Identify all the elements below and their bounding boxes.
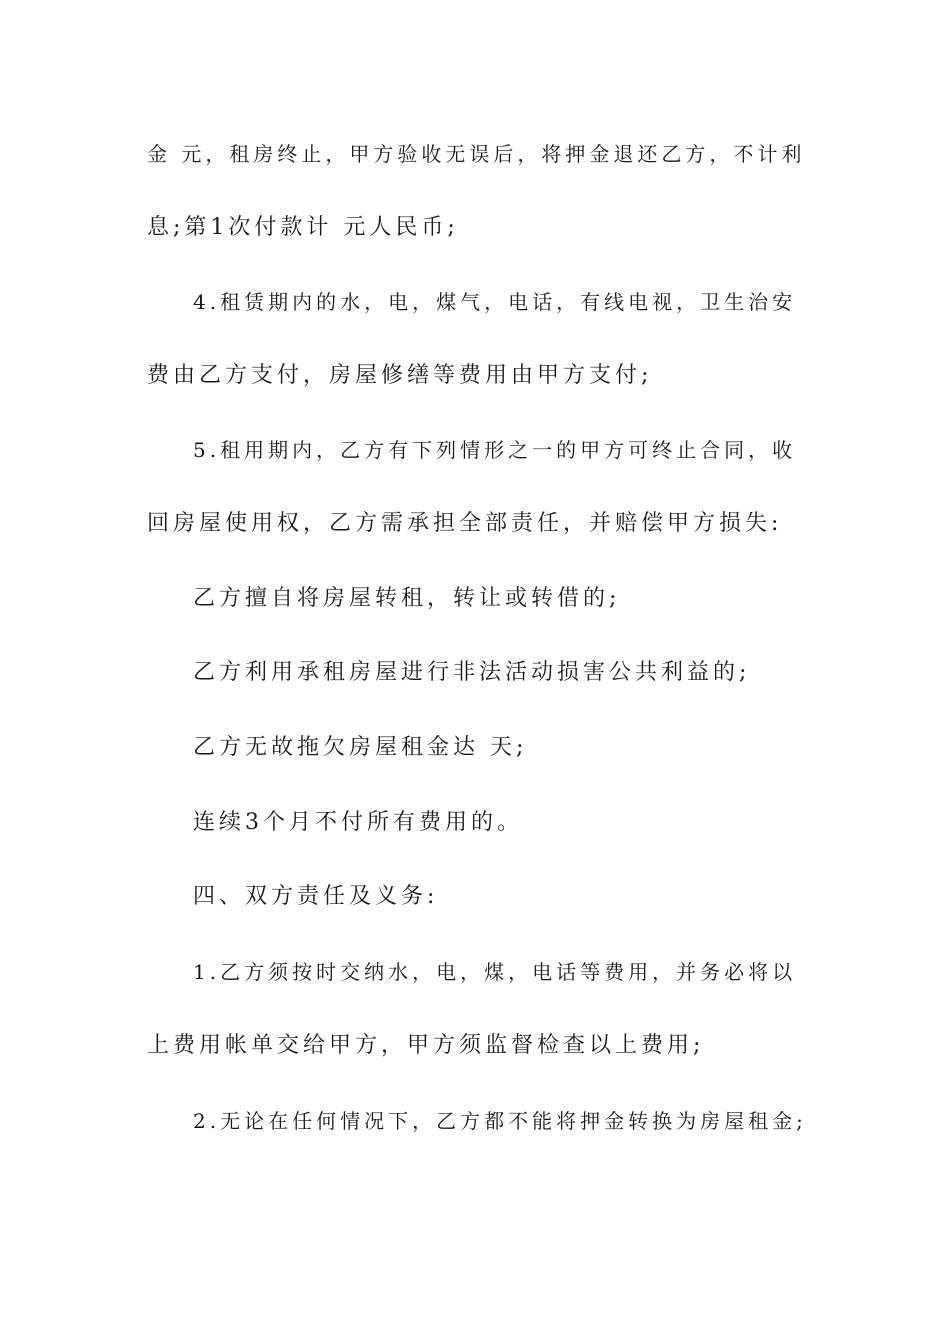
- paragraph-line: 乙方无故拖欠房屋租金达 天;: [193, 735, 528, 760]
- section-heading: 四、双方责任及义务:: [193, 884, 439, 909]
- text-line: 费由乙方支付，房屋修缮等费用由甲方支付;: [147, 363, 653, 388]
- text-line: 回房屋使用权，乙方需承担全部责任，并赔偿甲方损失:: [147, 511, 783, 536]
- text-line: 金 元，租房终止，甲方验收无误后，将押金退还乙方，不计利: [147, 142, 806, 166]
- text-line: 息;第1次付款计 元人民币;: [147, 215, 459, 240]
- text-line: 上费用帐单交给甲方，甲方须监督检查以上费用;: [147, 1033, 705, 1058]
- paragraph-line: 连续3个月不付所有费用的。: [193, 810, 523, 835]
- paragraph-line: 1.乙方须按时交纳水，电，煤，电话等费用，并务必将以: [193, 960, 797, 984]
- paragraph-line: 2.无论在任何情况下，乙方都不能将押金转换为房屋租金;: [193, 1109, 807, 1133]
- paragraph-line: 5.租用期内，乙方有下列情形之一的甲方可终止合同，收: [193, 438, 797, 462]
- paragraph-line: 乙方利用承租房屋进行非法活动损害公共利益的;: [193, 660, 751, 685]
- paragraph-line: 乙方擅自将房屋转租，转让或转借的;: [193, 586, 621, 611]
- paragraph-line: 4.租赁期内的水，电，煤气，电话，有线电视，卫生治安: [193, 290, 797, 314]
